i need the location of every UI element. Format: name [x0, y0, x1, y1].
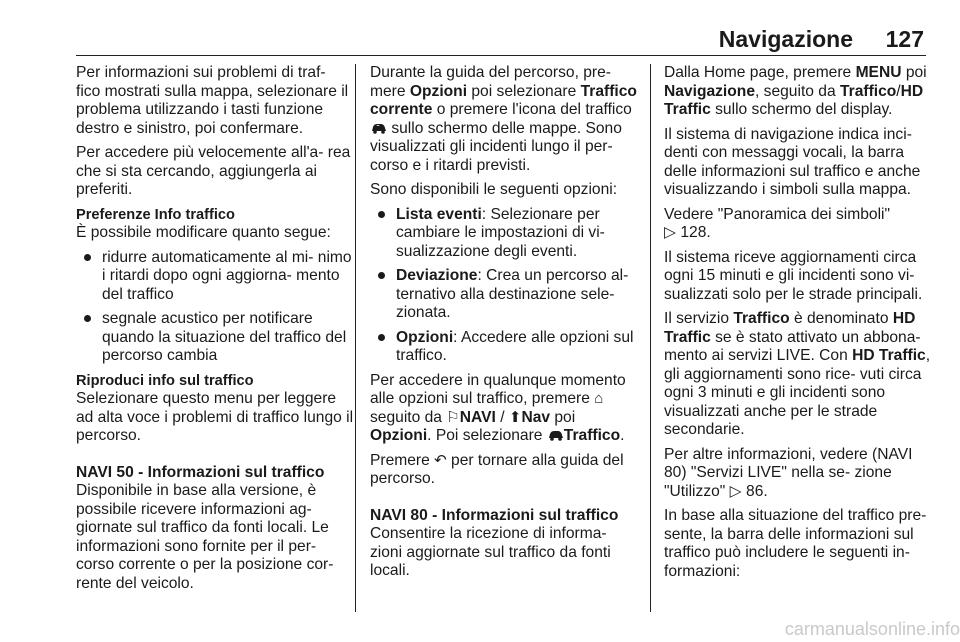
ref-arrow-icon: ▷: [729, 482, 742, 500]
page-reference[interactable]: 86.: [746, 482, 768, 500]
paragraph: Per accedere più velocemente all'a- rea che si sta cercando, aggiungerla ai preferiti.: [76, 144, 351, 198]
paragraph: Il sistema di navigazione indica inci- denti con messaggi vocali, la barra delle informazioni sul traffico e anche visualizzando i simboli sulla mappa.: [664, 125, 921, 198]
list-item: segnale acustico per notificare quando la situazione del traffico del percorso cambia: [76, 310, 354, 366]
column-1: [76, 64, 354, 599]
section-heading-navi80: NAVI 80 - Informazioni sul traffico: [370, 506, 619, 524]
list-item: ridurre automaticamente al mi- nimo i ritardi dopo ogni aggiorna- mento del traffico: [76, 249, 354, 305]
home-icon: ⌂: [594, 390, 604, 407]
paragraph: È possibile modificare quanto segue:: [76, 224, 331, 241]
pref-list: [76, 249, 354, 366]
paragraph: Dalla Home page, premere MENU poi Navigazione, seguito da Traffico/HD Traffic sullo schermo del display.: [664, 64, 927, 118]
paragraph: Per altre informazioni, vedere (NAVI 80) "Servizi LIVE" nella se- zione "Utilizzo" ▷ 86.: [664, 445, 913, 500]
watermark: carmanualsonline.info: [784, 619, 960, 639]
list-item: Deviazione: Crea un percorso al- ternativo alla destinazione sele- zionata.: [370, 267, 638, 323]
paragraph: Premere ↶ per tornare alla guida del percorso.: [370, 451, 624, 487]
back-icon: ↶: [434, 451, 447, 469]
column-divider-2: [650, 64, 651, 612]
paragraph: Vedere "Panoramica dei simboli" ▷ 128.: [664, 205, 891, 241]
nav-arrow-icon: ⬆: [508, 408, 522, 426]
section-heading-navi50: NAVI 50 - Informazioni sul traffico: [76, 463, 325, 481]
flag-icon: ⚐: [446, 408, 460, 426]
paragraph: Per accedere in qualunque momento alle opzioni sul traffico, premere ⌂ seguito da ⚐NAVI / ⬆Nav poi Opzioni. Poi selezionare Traffico.: [370, 371, 626, 444]
page-reference[interactable]: 128.: [680, 224, 711, 241]
traffic-car-icon: [547, 429, 564, 441]
paragraph: Per informazioni sui problemi di traf- fico mostrati sulla mappa, selezionare il problema utilizzando i tasti funzione destro e sinistro, poi confermare.: [76, 64, 349, 137]
column-2: [370, 64, 638, 587]
paragraph: Consentire la ricezione di informa- zioni aggiornate sul traffico da fonti locali.: [370, 525, 611, 579]
ref-arrow-icon: ▷: [664, 224, 676, 241]
paragraph: Disponibile in base alla versione, è possibile ricevere informazioni ag- giornate sul traffico da fonti locali. Le informazioni sono fornite per il per- corso corrente o per la posizione cor- rente del veicolo.: [76, 482, 334, 592]
options-list: [370, 206, 638, 366]
paragraph: In base alla situazione del traffico pre- sente, la barra delle informazioni sul traffico può includere le seguenti in- formazioni:: [664, 507, 927, 580]
column-divider-1: [355, 64, 356, 612]
paragraph: Selezionare questo menu per leggere ad alta voce i problemi di traffico lungo il percorso.: [76, 390, 354, 444]
bullet-icon: [378, 334, 385, 341]
paragraph: Il sistema riceve aggiornamenti circa ogni 15 minuti e gli incidenti sono vi- sualizzati solo per le strade principali.: [664, 248, 923, 303]
subheading-riproduci: Riproduci info sul traffico: [76, 372, 254, 389]
page-title: Navigazione: [718, 26, 853, 52]
bullet-icon: [84, 254, 91, 261]
header-rule: [76, 55, 926, 56]
bullet-icon: [378, 211, 385, 218]
traffic-car-icon: [370, 122, 387, 134]
bullet-icon: [378, 272, 385, 279]
column-3: [664, 64, 932, 587]
paragraph: Sono disponibili le seguenti opzioni:: [370, 181, 618, 198]
list-item: Opzioni: Accedere alle opzioni sul traffico.: [370, 329, 638, 366]
list-item: Lista eventi: Selezionare per cambiare le impostazioni di vi- sualizzazione degli eventi.: [370, 206, 638, 262]
page-header: [0, 0, 960, 58]
bullet-icon: [84, 315, 91, 322]
page-number: 127: [885, 26, 924, 52]
paragraph: Durante la guida del percorso, pre- mere Opzioni poi selezionare Traffico corrente o premere l'icona del traffico sullo schermo delle mappe. Sono visualizzati gli incidenti lungo il per- corso e i ritardi previsti.: [370, 64, 637, 174]
subheading-preferenze: Preferenze Info traffico: [76, 206, 235, 223]
paragraph: Il servizio Traffico è denominato HD Traffic se è stato attivato un abbona- mento ai servizi LIVE. Con HD Traffic, gli aggiornamenti sono rice- vuti circa ogni 3 minuti e gli incidenti sono visualizzati anche per le strade secondarie.: [664, 310, 931, 438]
